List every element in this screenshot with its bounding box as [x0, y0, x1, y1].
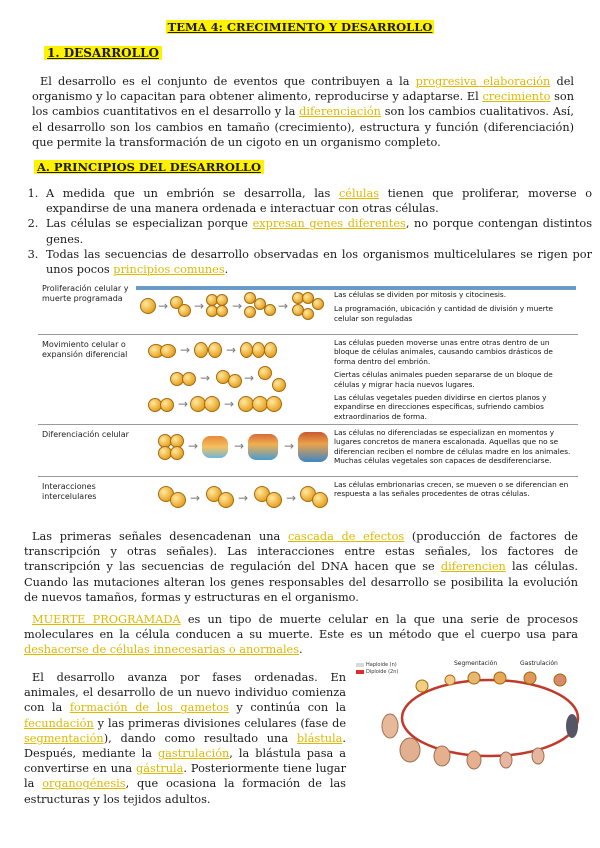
arrow-icon: → [188, 439, 199, 453]
cell-image [140, 298, 156, 314]
cell-image [160, 398, 174, 412]
arrow-icon: → [238, 491, 249, 505]
fetus-image [566, 714, 578, 738]
figure-row-label: Interacciones intercelulares [42, 482, 97, 501]
principles-figure [38, 280, 578, 518]
arrow-icon: → [158, 299, 169, 313]
figure-row-interactions [38, 478, 578, 518]
fetus-stage-image [467, 751, 481, 769]
cell-image [264, 342, 277, 358]
figure-row-proliferation [38, 280, 578, 336]
cycle-arrow [402, 680, 578, 756]
programmed-death-paragraph: MUERTE PROGRAMADA es un tipo de muerte celular en la que una serie de procesos moleculares en la célula conducen a su muerte. Este es un método que el cuerpo usa para deshacerse de células innecesarias o anormales. [24, 613, 578, 657]
figure-row-description: Las células embrionarias crecen, se mueven o se diferencian en respuesta a las señales procedentes de otras células. [334, 480, 569, 499]
arrow-icon: → [234, 439, 245, 453]
figure-divider [38, 476, 578, 477]
arrow-icon: → [200, 371, 211, 385]
cell-image [182, 372, 196, 386]
section-heading-principios: A. PRINCIPIOS DEL DESARROLLO [34, 160, 264, 174]
link-cascada-de-efectos: cascada de efectos [287, 530, 405, 543]
link-blastula: blástula [296, 731, 343, 745]
cell-image [160, 344, 176, 358]
stage-label-gastrulacion: Gastrulación [520, 660, 558, 667]
arrow-icon: → [224, 397, 235, 411]
figure-row-description: Las células pueden moverse unas entre otras dentro de un bloque de células animales, causando cambios drásticos de forma dentro del embrión. Ciertas células animales pueden separarse de un bloque de células y migrar hacia nuevos lugares. Las células vegetales pueden dividirse en ciertos planos y expandirse en direcciones específicas, sufriendo cambios extraordinarios de forma. [334, 338, 553, 421]
signals-paragraph: Las primeras señales desencadenan una cascada de efectos (producción de factores de transcripción y otras señales). Las interacciones entre estas señales, los factores de transcripción y las secuencias de regulación del DNA hacen que se diferencien las células. Cuando las mutaciones alteran los genes responsables del desarrollo se posibilita la evolución de nuevos tamaños, formas y estructuras en el organismo. [24, 530, 578, 604]
arrow-icon: → [190, 491, 201, 505]
legend-item: Diploide (2n) [356, 669, 398, 676]
link-organogenesis: organogénesis [42, 777, 126, 791]
link-gastrula: gástrula [136, 762, 184, 776]
cell-image [258, 366, 272, 380]
link-crecimiento: crecimiento [482, 90, 551, 104]
baby-image [400, 738, 420, 762]
gastrula-image [524, 672, 536, 684]
fetus-stage-image [434, 746, 450, 766]
cell-image [194, 342, 208, 358]
arrow-icon: → [194, 299, 205, 313]
link-formacion-gametos: formación de los gametos [69, 701, 229, 715]
stage-label-segmentacion: Segmentación [454, 660, 498, 667]
arrow-icon: → [178, 397, 189, 411]
section-heading-desarrollo: 1. DESARROLLO [44, 46, 162, 60]
legend-item: Haploide (n) [356, 662, 398, 669]
tissue-image [202, 436, 228, 458]
morula-image [468, 672, 480, 684]
cell-image [244, 306, 256, 318]
intro-paragraph: El desarrollo es el conjunto de eventos que contribuyen a la progresiva elaboración del organismo y lo capacitan para obtener alimento, reproducirse y adaptarse. El crecimiento son los cambios cuantitativos en el desarrollo y la diferenciación son los cambios cualitativos. Así, el desarrollo son los cambios en tamaño (crecimiento), estructura y función (diferenciación) que permite la transformación de un cigoto en un organismo completo. [32, 75, 575, 149]
cell-image [264, 304, 276, 316]
link-deshacerse-celulas: deshacerse de células innecesarias o anormales [24, 643, 300, 657]
cell-image [312, 492, 328, 508]
cell-image [228, 374, 242, 388]
cell-image [266, 396, 282, 412]
figure-row-description: Las células no diferenciadas se especializan en momentos y lugares concretos de manera escalonada. Aquellas que no se diferencian reciben el nombre de células madre en los animales. Muchas células vegetales son capaces de desdiferenciarse. [334, 428, 571, 466]
zygote-image [445, 675, 455, 685]
tissue-image [248, 434, 278, 460]
link-segmentacion: segmentación [24, 731, 104, 745]
egg-image [416, 680, 428, 692]
link-celulas: células [338, 187, 379, 200]
cell-image [178, 304, 191, 317]
link-diferencien: diferencien [440, 560, 506, 574]
figure-row-movement [38, 336, 578, 424]
link-diferenciacion: diferenciación [299, 105, 381, 119]
cell-image [170, 492, 186, 508]
cell-image [266, 492, 282, 508]
cell-image [218, 492, 234, 508]
cell-image [170, 446, 184, 460]
list-item: 3. Todas las secuencias de desarrollo observadas en los organismos multicelulares se rigen por unos pocos principios comunes. [42, 247, 592, 277]
arrow-icon: → [286, 491, 297, 505]
arrow-icon: → [180, 343, 191, 357]
figure-row-label: Movimiento celular o expansión diferencial [42, 340, 128, 359]
cell-image [216, 305, 228, 317]
development-cycle-figure [350, 656, 586, 780]
link-principios-comunes: principios comunes [113, 263, 225, 277]
embryo-stage-image [532, 748, 544, 764]
link-progresiva-elaboracion: progresiva elaboración [415, 75, 551, 88]
list-item: 2. Las células se especializan porque expresan genes diferentes, no porque contengan distintos genes. [42, 216, 592, 246]
arrow-icon: → [226, 343, 237, 357]
arrow-icon: → [278, 299, 289, 313]
blastula-image [494, 672, 506, 684]
link-fecundacion: fecundación [24, 716, 94, 730]
arrow-icon: → [232, 299, 243, 313]
arrow-icon: → [284, 439, 295, 453]
figure-row-description: Las células se dividen por mitosis y citocinesis. La programación, ubicación y cantidad de división y muerte celular son reguladas [334, 290, 554, 323]
figure-row-label: Diferenciación celular [42, 430, 129, 439]
tissue-image [298, 432, 328, 462]
figure-row-differentiation [38, 426, 578, 476]
cell-image [272, 378, 286, 392]
page-title: TEMA 4: CRECIMIENTO Y DESARROLLO [167, 20, 433, 34]
adult-figure-image [382, 714, 398, 738]
figure-divider [38, 334, 578, 335]
figure-row-label: Proliferación celular y muerte programada [42, 284, 129, 303]
cell-image [208, 342, 222, 358]
phases-paragraph: El desarrollo avanza por fases ordenadas. En animales, el desarrollo de un nuevo individuo comienza con la formación de los gametos y continúa con la fecundación y las primeras divisiones celulares (fase de segmentación), dando como resultado una blástula. Después, mediante la gastrulación, la blástula pasa a convertirse en una gástrula. Posteriormente tiene lugar la organogénesis, que ocasiona la formación de las estructuras y los tejidos adultos. [24, 671, 346, 806]
list-item: 1. A medida que un embrión se desarrolla, las células tienen que proliferar, moverse o expandirse de una manera ordenada e interactuar con otras células. [42, 186, 592, 216]
cell-image [302, 308, 314, 320]
figure-divider [38, 424, 578, 425]
link-gastrulacion: gastrulación [157, 747, 230, 761]
principles-list [24, 186, 592, 277]
cycle-diagram [350, 656, 586, 780]
link-muerte-programada: MUERTE PROGRAMADA [32, 613, 181, 626]
embryo-stage-image [500, 752, 512, 768]
embryo-image [554, 674, 566, 686]
link-expresan-genes: expresan genes diferentes [252, 217, 406, 231]
cell-image [204, 396, 220, 412]
arrow-icon: → [244, 371, 255, 385]
cell-image [312, 298, 324, 310]
